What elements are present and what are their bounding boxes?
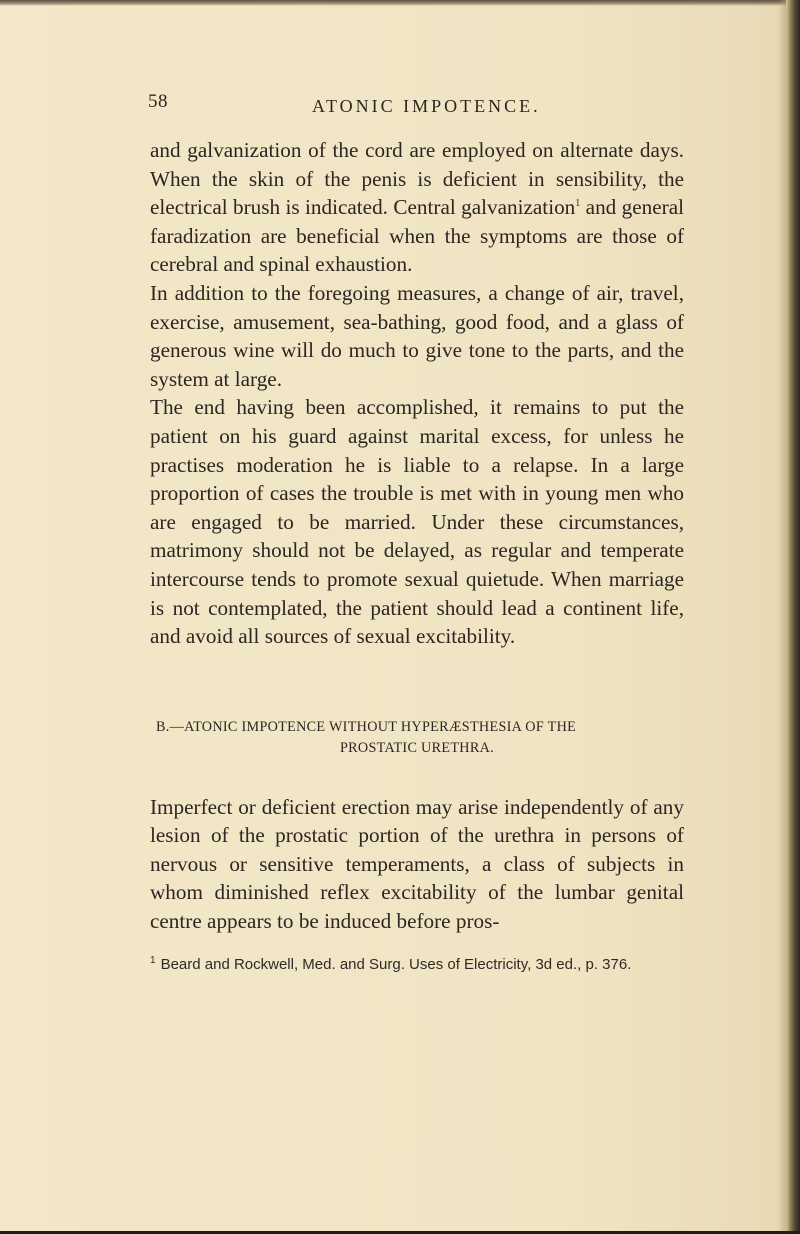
paragraph-galvanization [150,136,684,279]
paragraph-general-measures: In addition to the foregoing measures, a change of air, travel, exercise, amusement, sea-bathing, good food, and a glass of generous wine will do much to give tone to the parts, and the system at large. [150,280,684,391]
section-heading-line: PROSTATIC URETHRA. [339,739,495,756]
paragraph-section-b: Imperfect or deficient erection may arise independently of any lesion of the prostatic portion of the urethra in persons of nervous or sensitive temperaments, a class of subjects in whom diminished reflex excitability of the lumbar genital centre appears to be induced before pros- [150,794,684,934]
page-number: 58 [148,91,168,112]
page-right-edge [786,0,800,1234]
footnote-mark: 1 [150,954,156,966]
footnote-text: Beard and Rockwell, Med. and Surg. Uses of Electricity, 3d ed., p. 376. [160,955,632,973]
page-gutter-shadow [778,0,786,1234]
page-header [148,91,708,125]
running-title: ATONIC IMPOTENCE. [312,96,541,116]
page-top-edge [0,0,800,6]
page-body [150,136,684,976]
paragraph-text: and galvanization of the cord are employed on alternate days. When the skin of the penis is deficient in sensibility, the electrical brush is indicated. Central galvanization [150,138,684,220]
paragraph-text: and general faradization are beneficial when the symptoms are those of cerebral and spinal exhaustion. [150,195,685,277]
paragraph-prevention: The end having been accomplished, it remains to put the patient on his guard against marital excess, for unless he practises moderation he is liable to a relapse. In a large proportion of cases the trouble is met with in young men who are engaged to be married. Under these circumstances, matrimony should not be delayed, as regular and temperate intercourse tends to promote sexual quietude. When marriage is not contemplated, the patient should lead a continent life, and avoid all sources of sexual excitability. [150,395,684,649]
footnote-reference: 1 [575,198,581,210]
section-heading [150,717,684,758]
section-heading-line: B.—ATONIC IMPOTENCE WITHOUT HYPERÆSTHESIA OF THE [156,718,577,735]
footnote [150,954,684,976]
